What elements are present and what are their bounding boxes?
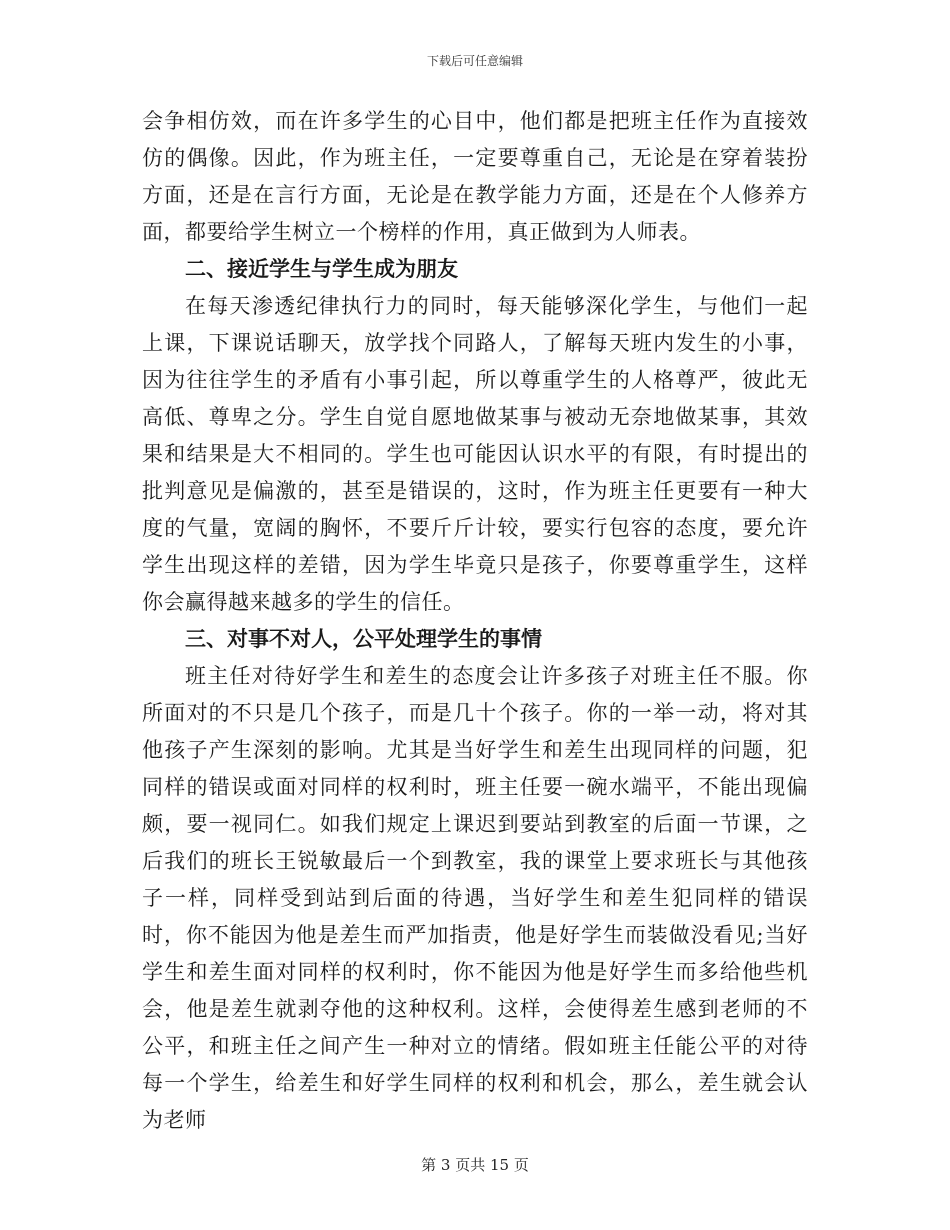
page-number: 第 3 页共 15 页 — [421, 1156, 529, 1174]
paragraph-section-3: 班主任对待好学生和差生的态度会让许多孩子对班主任不服。你所面对的不只是几个孩子，而是几十个孩子。你的一举一动，将对其他孩子产生深刻的影响。尤其是当好学生和差生出现同样的问题，犯同样的错误或面对同样的权利时，班主任要一碗水端平，不能出现偏颇，要一视同仁。如我们规定上课迟到要站到教室的后面一节课，之后我们的班长王锐敏最后一个到教室，我的课堂上要求班长与其他孩子一样，同样受到站到后面的待遇，当好学生和差生犯同样的错误时，你不能因为他是差生而严加指责，他是好学生而装做没看见;当好学生和差生面对同样的权利时，你不能因为他是好学生而多给他些机会，他是差生就剥夺他的这种权利。这样，会使得差生感到老师的不公平，和班主任之间产生一种对立的情绪。假如班主任能公平的对待每一个学生，给差生和好学生同样的权利和机会，那么，差生就会认为老师 — [142, 664, 808, 1132]
section-heading-3: 三、对事不对人，公平处理学生的事情 — [185, 627, 542, 651]
page-header: 下载后可任意编辑 — [426, 54, 523, 68]
paragraph-section-2: 在每天渗透纪律执行力的同时，每天能够深化学生，与他们一起上课，下课说话聊天，放学找个同路人，了解每天班内发生的小事，因为往往学生的矛盾有小事引起，所以尊重学生的人格尊严，彼此无高低、尊卑之分。学生自觉自愿地做某事与被动无奈地做某事，其效果和结果是大不相同的。学生也可能因认识水平的有限，有时提出的批判意见是偏激的，甚至是错误的，这时，作为班主任更要有一种大度的气量，宽阔的胸怀，不要斤斤计较，要实行包容的态度，要允许学生出现这样的差错，因为学生毕竟只是孩子，你要尊重学生，这样你会赢得越来越多的学生的信任。 — [142, 294, 808, 614]
paragraph-continuation: 会争相仿效，而在许多学生的心目中，他们都是把班主任作为直接效仿的偶像。因此，作为班主任，一定要尊重自己，无论是在穿着装扮方面，还是在言行方面，无论是在教学能力方面，还是在个人修养方面，都要给学生树立一个榜样的作用，真正做到为人师表。 — [142, 109, 808, 244]
section-heading-2: 二、接近学生与学生成为朋友 — [185, 257, 458, 281]
document-body — [142, 103, 808, 1139]
